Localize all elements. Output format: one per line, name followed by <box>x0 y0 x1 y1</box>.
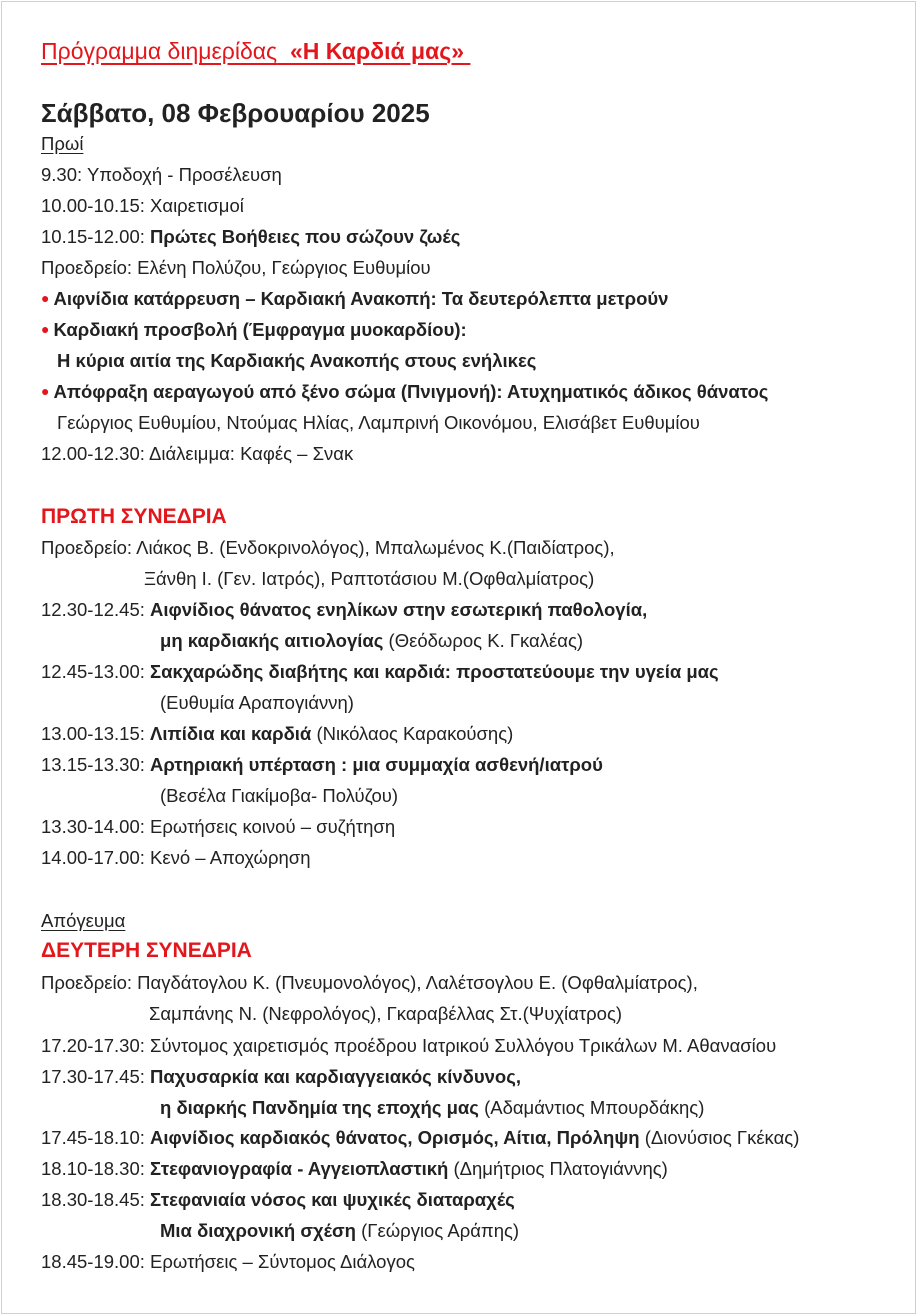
talk-time: 18.10-18.30: <box>41 1158 145 1179</box>
talk-speaker: (Γεώργιος Αράπης) <box>361 1220 520 1241</box>
session-heading: ΔΕΥΤΕΡΗ ΣΥΝΕΔΡΙΑ <box>41 939 252 962</box>
talk-speaker: (Νικόλαος Καρακούσης) <box>316 723 514 744</box>
talk-time: 18.30-18.45: <box>41 1189 145 1210</box>
talk-title: Στεφανιογραφία - Αγγειοπλαστική <box>150 1158 449 1179</box>
talk-item <box>41 754 603 776</box>
item-title: Πρώτες Βοήθειες που σώζουν ζωές <box>150 226 461 247</box>
program-title-prefix: Πρόγραμμα διημερίδας <box>41 38 278 64</box>
talk-title: Παχυσαρκία και καρδιαγγειακός κίνδυνος, <box>150 1066 521 1087</box>
talk-title-continued: η διαρκής Πανδημία της εποχής μας <box>160 1097 479 1118</box>
schedule-item-reception: 9.30: Υποδοχή - Προσέλευση <box>41 164 282 185</box>
bullet-text: Καρδιακή προσβολή (Έμφραγμα μυοκαρδίου): <box>53 319 467 340</box>
schedule-item-closing: 18.45-19.00: Ερωτήσεις – Σύντομος Διάλογος <box>41 1251 415 1272</box>
talk-title: Αρτηριακή υπέρταση : μια συμμαχία ασθενή/ιατρού <box>150 754 603 775</box>
talk-speaker: (Αδαμάντιος Μπουρδάκης) <box>484 1097 705 1118</box>
bullet-dot-icon: ● <box>41 383 50 399</box>
program-title-name: «Η Καρδιά μας» <box>289 38 465 64</box>
talk-title: Λιπίδια και καρδιά <box>150 723 312 744</box>
item-time: 10.15-12.00: <box>41 226 145 247</box>
bullet-continuation: Η κύρια αιτία της Καρδιακής Ανακοπής στους ενήλικες <box>57 350 537 371</box>
talk-item <box>41 1189 515 1211</box>
talk-speaker: (Δημήτριος Πλατογιάννης) <box>453 1158 668 1179</box>
morning-label: Πρωί <box>41 133 84 154</box>
talk-title-continued: μη καρδιακής αιτιολογίας <box>160 630 384 651</box>
bullet-dot-icon: ● <box>41 290 50 306</box>
talk-time: 13.15-13.30: <box>41 754 145 775</box>
schedule-item-break: 12.00-12.30: Διάλειμμα: Καφές – Σνακ <box>41 443 354 464</box>
talk-time: 17.45-18.10: <box>41 1127 145 1148</box>
talk-speaker: (Βεσέλα Γιακίμοβα- Πολύζου) <box>160 785 399 806</box>
program-title <box>41 37 470 65</box>
talk-title: Στεφανιαία νόσος και ψυχικές διαταραχές <box>150 1189 515 1210</box>
talk-speaker: (Θεόδωρος Κ. Γκαλέας) <box>388 630 584 651</box>
schedule-item-greetings: 10.00-10.15: Χαιρετισμοί <box>41 195 244 216</box>
session-chairs: Προεδρείο: Παγδάτογλου Κ. (Πνευμονολόγος), Λαλέτσογλου Ε. (Οφθαλμίατρος), <box>41 972 698 993</box>
session-chairs-continued: Ξάνθη Ι. (Γεν. Ιατρός), Ραπτοτάσιου Μ.(Οφθαλμίατρος) <box>144 568 595 589</box>
afternoon-label: Απόγευμα <box>41 910 126 931</box>
day-heading: Σάββατο, 08 Φεβρουαρίου 2025 <box>41 98 430 128</box>
talk-item <box>41 723 513 745</box>
talk-title: Αιφνίδιος θάνατος ενηλίκων στην εσωτερική παθολογία, <box>150 599 648 620</box>
talk-time: 13.00-13.15: <box>41 723 145 744</box>
schedule-item-gap: 14.00-17.00: Κενό – Αποχώρηση <box>41 847 311 868</box>
bullet-text: Αιφνίδια κατάρρευση – Καρδιακή Ανακοπή: Τα δευτερόλεπτα μετρούν <box>53 288 669 309</box>
bullet-text: Απόφραξη αεραγωγού από ξένο σώμα (Πνιγμονή): Ατυχηματικός άδικος θάνατος <box>53 381 769 402</box>
talk-item <box>41 1066 521 1088</box>
bullet-item <box>41 288 668 311</box>
talk-item <box>41 661 719 683</box>
talk-title: Αιφνίδιος καρδιακός θάνατος, Ορισμός, Αίτια, Πρόληψη <box>150 1127 640 1148</box>
talk-item <box>41 1127 799 1149</box>
session-chairs: Προεδρείο: Λιάκος Β. (Ενδοκρινολόγος), Μπαλωμένος Κ.(Παιδίατρος), <box>41 537 615 558</box>
talk-time: 12.45-13.00: <box>41 661 145 682</box>
bullet-item <box>41 381 768 404</box>
session-heading: ΠΡΩΤΗ ΣΥΝΕΔΡΙΑ <box>41 505 227 528</box>
bullet-item <box>41 319 467 342</box>
morning-speakers: Γεώργιος Ευθυμίου, Ντούμας Ηλίας, Λαμπρινή Οικονόμου, Ελισάβετ Ευθυμίου <box>57 412 700 433</box>
talk-item-continued <box>160 1220 519 1242</box>
talk-title-continued: Μια διαχρονική σχέση <box>160 1220 356 1241</box>
talk-title: Σακχαρώδης διαβήτης και καρδιά: προστατεύουμε την υγεία μας <box>150 661 719 682</box>
talk-item <box>41 1158 668 1180</box>
talk-item <box>41 599 647 621</box>
talk-speaker: (Διονύσιος Γκέκας) <box>644 1127 800 1148</box>
talk-time: 17.30-17.45: <box>41 1066 145 1087</box>
talk-time: 12.30-12.45: <box>41 599 145 620</box>
talk-item-continued <box>160 630 583 652</box>
schedule-item-welcome: 17.20-17.30: Σύντομος χαιρετισμός προέδρου Ιατρικού Συλλόγου Τρικάλων Μ. Αθανασίου <box>41 1035 777 1056</box>
schedule-item-questions: 13.30-14.00: Ερωτήσεις κοινού – συζήτηση <box>41 816 396 837</box>
morning-chairs: Προεδρείο: Ελένη Πολύζου, Γεώργιος Ευθυμίου <box>41 257 431 278</box>
talk-speaker: (Ευθυμία Αραπογιάννη) <box>160 692 354 713</box>
talk-item-continued <box>160 1097 704 1119</box>
bullet-dot-icon: ● <box>41 321 50 337</box>
schedule-item-first-aid <box>41 226 460 248</box>
session-chairs-continued: Σαμπάνης Ν. (Νεφρολόγος), Γκαραβέλλας Στ.(Ψυχίατρος) <box>149 1003 623 1024</box>
